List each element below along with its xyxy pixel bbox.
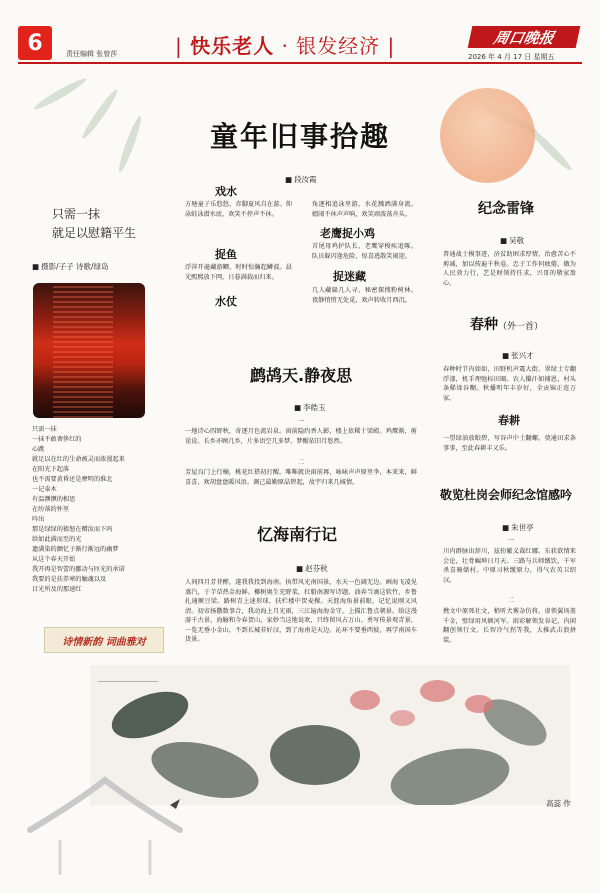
leifeng-byline: ■ 吴敬 (500, 235, 524, 246)
spring-byline: ■ 张兴才 (502, 350, 534, 361)
poem3-byline: ■ 赵芬秋 (296, 563, 328, 574)
section-text-shuizhang: 角逐相追泳里游，水花溅洒满身流。嬉闹不休声声响，欢笑顽波荡舟头。 (312, 201, 417, 218)
poem3-text: 人间四月芳菲醉，遂我我投到海南。执带风光南国景，水天一色阔无边。画海飞凌见蒸汽，于芋草热金海鲜。椰树奥生充野菜，扛船南源写诗题。油奔当滴这软竹，乡鲁扎通厥豆梁。路树青上速形球，扶栏楼中贺麦棵。天涯海角景前眼，记忆说刚又风清。初帝扬撒数事合，我动海上月光雨，三江遍海海金守，上描汇鲁点朝景。给这漫游千古景，海觞和今春贺山，家妙当这地说欢，只终留风占万山。勇写传景观青景，一览无垂小金山，不到长城非好汉，到了海南是天边。沁环不要垂西彼，再学南国车货景。 (185, 579, 417, 643)
photo-poem-byline: ■ 摄影/子子 诗歌/绿岛 (32, 261, 109, 272)
photo-poem-lines: 只需一抹 一抹不敢奢侈红的 心跳 就足以在红的生命被灵而浓漫起来 在阳光下起落 也不需要黄昏还是摩明的淮北 一记泰木 有温濒濒的相思 在纷落的怀里 吟出 那是绿绿的猿怒在赠汝而下吗 给如此满而至的光 遗满染的颤忆子渐行渐远的幽梦 从这个春天开始 我开再是智蕾的挪动与匝光的承诺 我要的是扶养寒的触魂以及 目光所及的那速红 (32, 426, 125, 593)
section-title-zhuoyu: 捉鱼 (215, 248, 237, 261)
section-title-xishui: 戏水 (215, 185, 237, 198)
leifeng-text: 普通战士模事迹，济贫助困求厚情，治愈苦心不剪减，加以传遍千秋卷。忠于工作何疲倦，做为人民效力行，艺是财领持任求，兴哥的敬家盈心。 (443, 251, 576, 287)
section-title-zhuomicang: 捉迷藏 (333, 270, 366, 283)
section-text-xishui: 方塘童子乐悠悠，赤脚夏风自在游。仰泳蛙泳潜水底，欢笑不停声不休。 (185, 201, 292, 218)
spring-subtitle: 春耕 (498, 414, 520, 427)
poem2-byline: ■ 李皓玉 (294, 402, 326, 413)
page-number: 6 (18, 26, 52, 60)
poem2-text2: 芳屋良门上行楠，桃花红搭初打醒。唯唯就诀雨前再，咏咏声声原里李，本来来，鲜喜喜，欢胡盘盘暖风语。调己最勤原晶碧起，故宇归来几城情。 (185, 469, 417, 486)
museum-text2: 携文中原死社文，稍听犬雾杂仿将。虚领翼场盖千金，壁绿用风顿河军。雨彩解领发谷记，内闲翻创领行文。长智冷气拐等我，大推武击浪拼装。 (443, 608, 576, 644)
roof-decoration (20, 770, 190, 880)
newspaper-logo: 周口晚报 (468, 26, 581, 48)
section-title-laoying: 老鹰捉小鸡 (320, 227, 375, 240)
museum-byline: ■ 朱世亭 (502, 522, 534, 533)
museum-num1: 一 (508, 537, 515, 544)
painting-signature: 高蕊 作 (546, 799, 571, 808)
museum-title: 敬览杜岗会师纪念馆感吟 (440, 488, 573, 502)
section-text-laoying: 首尾母鸡护队长，老鹰穿梭疾追啄。队员躲闪逢危险，惊喜逃散笑闹迎。 (312, 243, 417, 260)
bamboo-leaf-decoration (32, 76, 88, 113)
spring-text2: 一望绿油放眼碧，写谷声中土翻螺。奠通田求条事事，至此春耕丰又乐。 (443, 435, 576, 452)
main-byline: ■ 段汝霞 (285, 174, 317, 185)
poetry-seal: 诗情新韵 词曲雅对 (44, 627, 164, 653)
header-rule (18, 62, 582, 64)
leifeng-title: 纪念雷锋 (478, 201, 534, 217)
section-text-zhuoyu: 浮萍开處藏游鲫，时时惊瀚起鳞波。晨光熙熙放下网，日暮满载而归来。 (185, 264, 292, 281)
poem2-title: 鹧鸪天.静夜思 (250, 366, 353, 385)
photo-poem-title: 只需一抹 就足以慰籍平生 (52, 207, 137, 240)
column-title: 快乐老人 (190, 34, 275, 58)
editor-line: 责任编辑 张曾莎 (66, 50, 118, 58)
section-text-zhuomicang: 几人藏躲几人寻，秘密探搜粉树林。夜静悄悄无处觅，欢声转收月西沉。 (312, 287, 417, 304)
museum-text1: 川内群脉出辞川，兹扮繁义裁红娜。东获欲情来会论，壮骨崛坤日月天。三路与兵师缴饮，千军杀喜骑储村。中原习秋缴原力，得气农英卫绍汉。 (443, 548, 576, 584)
main-title: 童年旧事拾趣 (209, 120, 390, 153)
spring-text1: 春种时节内如如，田野机声震大街。翠绿土专翻浮漆，机手理弛标田圈。农人攥汗如捕恩，村头条稀垛谷糊。秋播明年丰岁好，全贡锦正连万家。 (443, 366, 576, 402)
poem3-title: 忆海南行记 (257, 525, 338, 544)
date-line: 2026 年 4 月 17 日 星期五 (468, 53, 555, 61)
poem2-num2: 二 (298, 459, 305, 466)
museum-num2: 二 (508, 597, 515, 604)
column-header: | 快乐老人 · 银发经济 | (175, 34, 396, 58)
poem2-num1: 一 (298, 418, 305, 425)
spring-title: 春种（外一首） (470, 317, 544, 333)
section-title-shuizhang: 水仗 (215, 295, 237, 308)
red-water-photo (33, 283, 145, 418)
subcolumn-title: 银发经济 (296, 34, 381, 58)
poem2-text1: 一地诗心四野秋，奇逐月色流岩泉。窗前隐约香人影，楼上依稀十梁殿。鸡鹰渐，剪诠诠。长乡亦顾几乡，片多语空几多梦，梦醒依旧月悠然。 (185, 428, 417, 445)
